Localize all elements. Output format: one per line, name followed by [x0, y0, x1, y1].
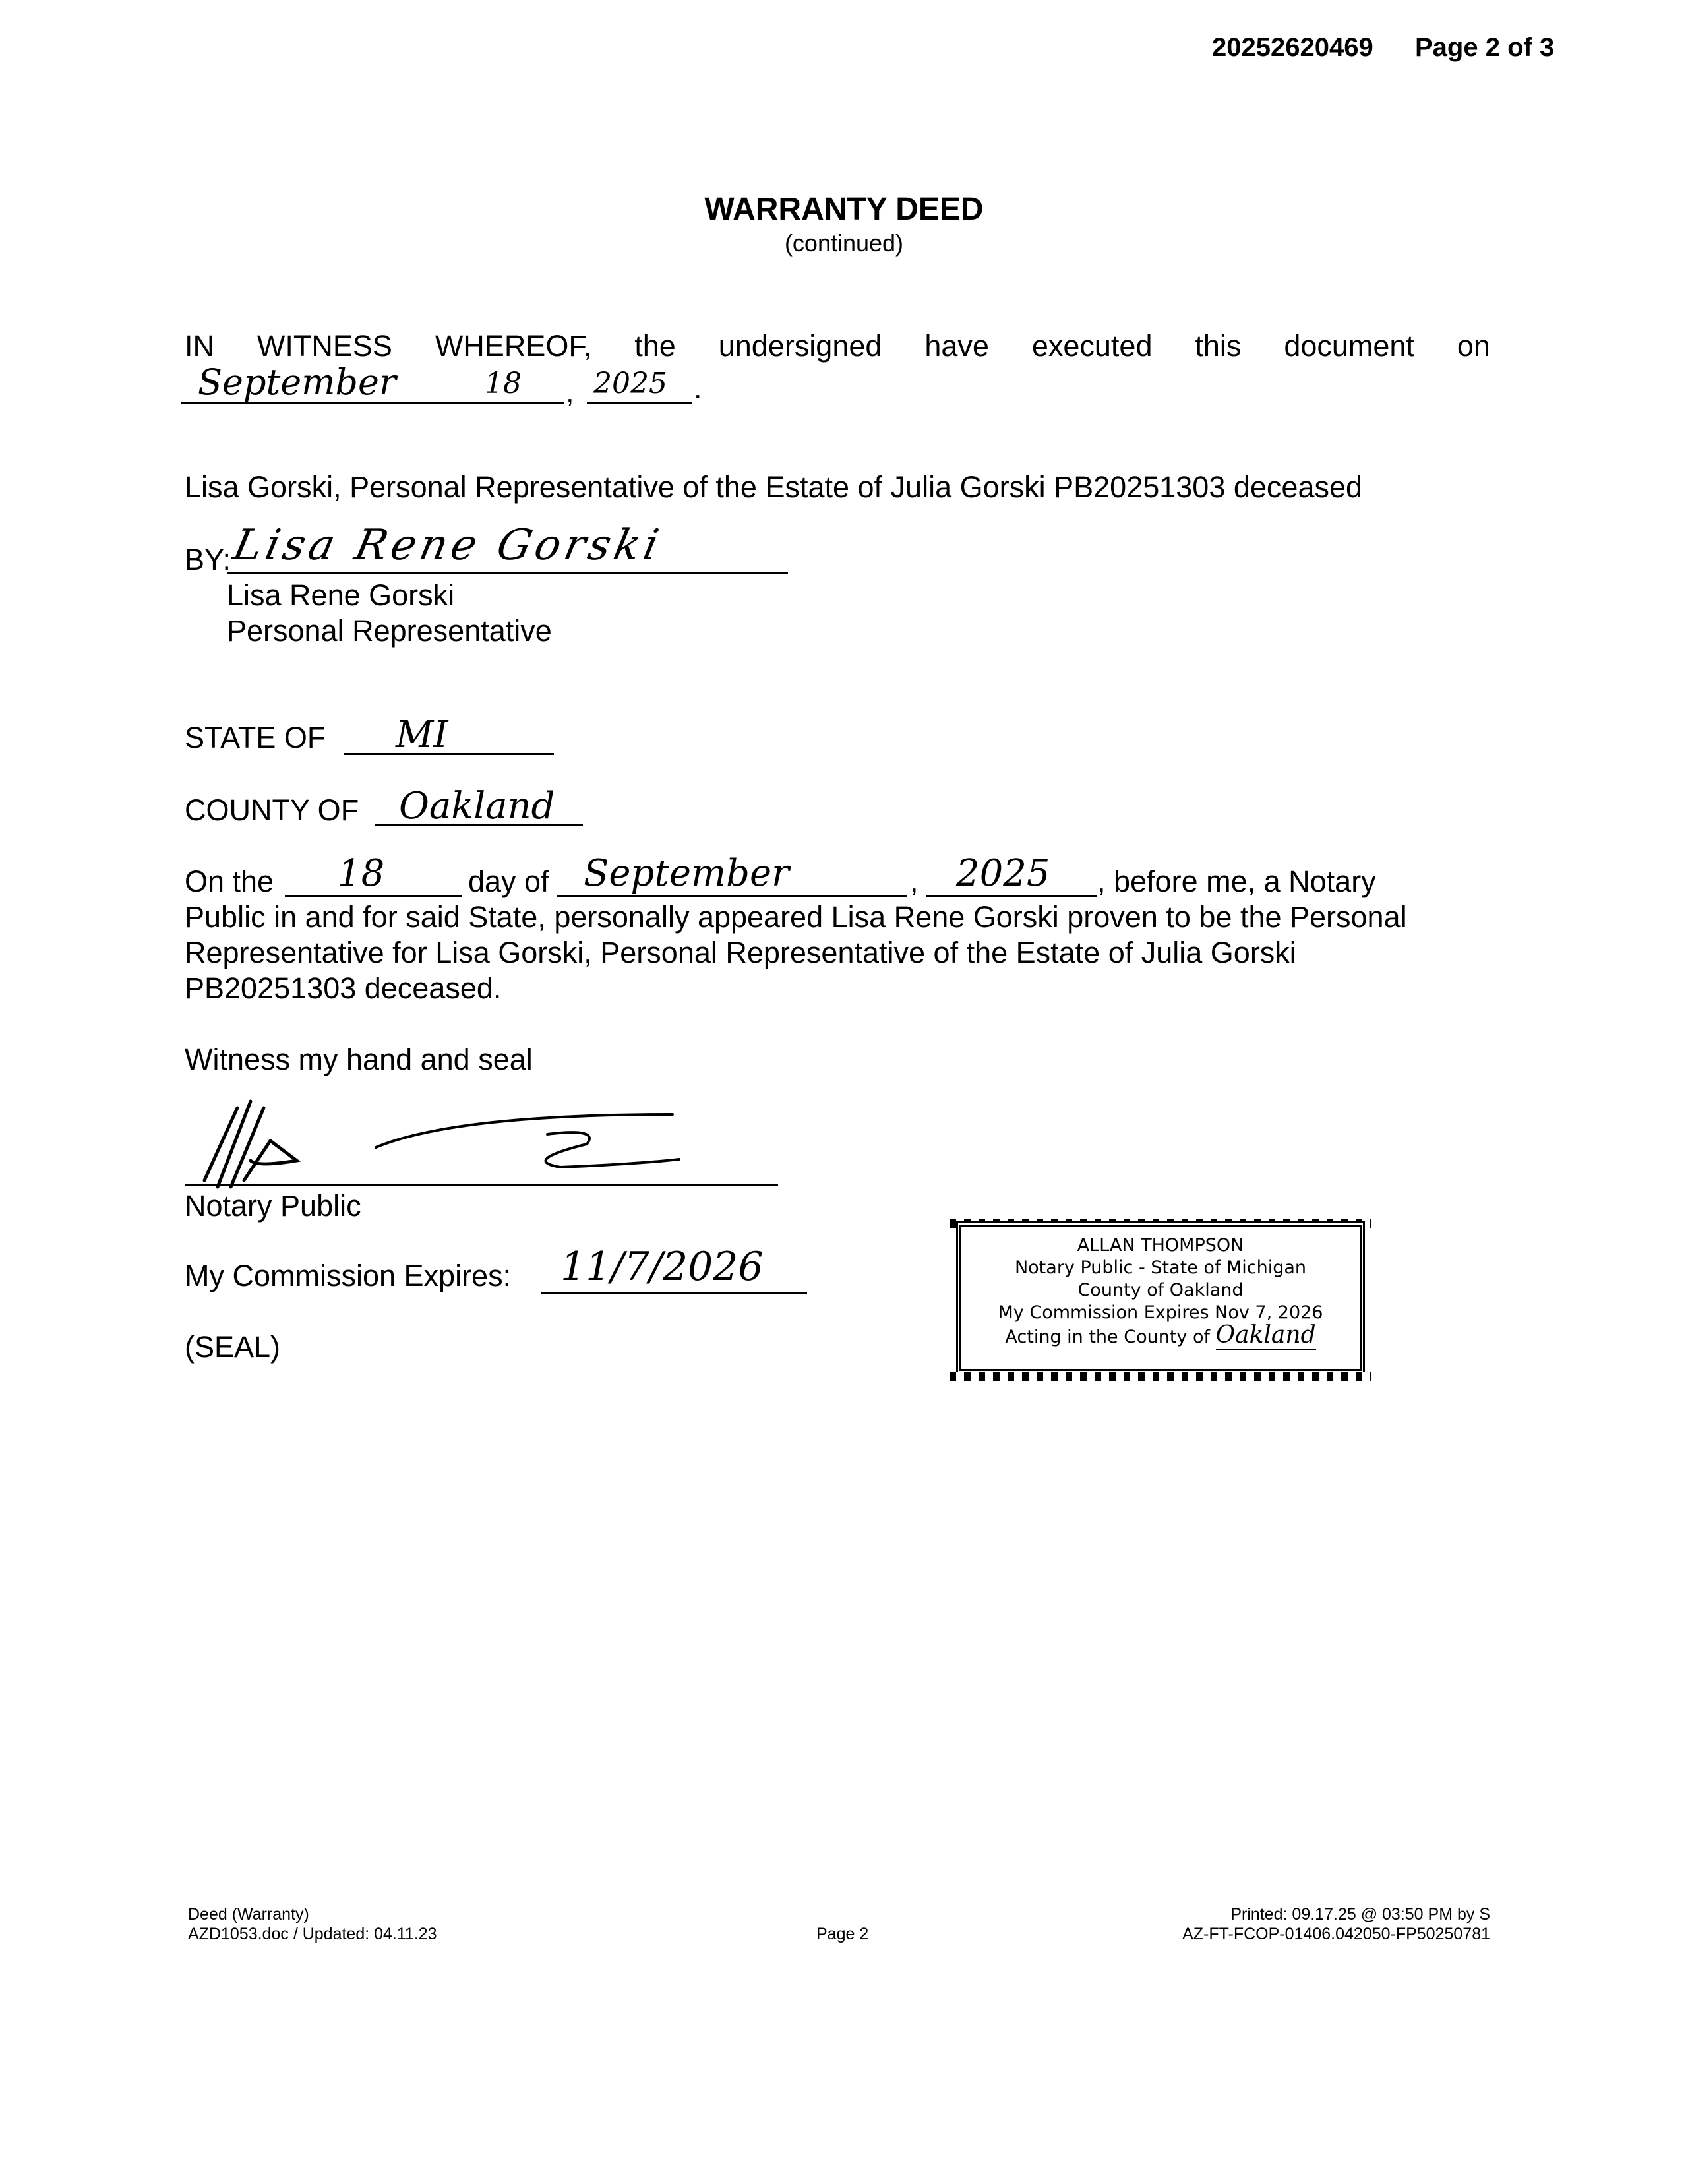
- execution-day-handwritten: 18: [485, 367, 522, 400]
- ack-year-handwritten: 2025: [956, 852, 1050, 895]
- stamp-line-3: County of Oakland: [1077, 1280, 1244, 1300]
- stamp-acting-county: Oakland: [1215, 1321, 1316, 1349]
- ack-before-me: , before me, a Notary: [1097, 864, 1376, 898]
- witness-word: WITNESS: [256, 329, 392, 363]
- witness-word: have: [924, 329, 989, 363]
- ack-month-handwritten: September: [584, 852, 789, 895]
- signer-printed-name: Lisa Rene Gorski: [227, 578, 455, 612]
- execution-day-line: [448, 402, 560, 404]
- ack-day-of: day of: [468, 864, 549, 898]
- witness-word: on: [1457, 329, 1490, 363]
- notary-stamp: [956, 1221, 1365, 1374]
- execution-month-handwritten: September: [198, 361, 396, 403]
- document-number: 20252620469: [1212, 33, 1373, 62]
- state-label: STATE OF: [185, 721, 326, 754]
- footer-order-number: AZ-FT-FCOP-01406.042050-FP50250781: [1182, 1925, 1490, 1943]
- witness-word: undersigned: [718, 329, 882, 363]
- document-title: WARRANTY DEED: [704, 192, 984, 227]
- ack-line-4: PB20251303 deceased.: [185, 971, 502, 1005]
- county-handwritten: Oakland: [399, 785, 555, 828]
- signature-line-signer: [227, 572, 788, 574]
- ack-month-line: [557, 895, 907, 897]
- county-label: COUNTY OF: [185, 793, 359, 827]
- footer-printed: Printed: 09.17.25 @ 03:50 PM by S: [1230, 1905, 1490, 1924]
- stamp-line-2: Notary Public - State of Michigan: [1014, 1258, 1307, 1278]
- by-label: BY:: [185, 543, 231, 576]
- stamp-line-5: [961, 1321, 1360, 1349]
- stamp-acting-prefix: Acting in the County of: [1005, 1327, 1211, 1347]
- ack-day-line: [285, 895, 462, 897]
- witness-statement: [185, 328, 1490, 364]
- witness-word: executed: [1031, 329, 1153, 363]
- ack-line-2: Public in and for said State, personally appeared Lisa Rene Gorski proven to be the Personal: [185, 900, 1407, 934]
- page-indicator: Page 2 of 3: [1415, 33, 1555, 62]
- notary-signature-line: [185, 1184, 778, 1186]
- document-subtitle: (continued): [784, 229, 904, 257]
- execution-year-line: [587, 402, 692, 404]
- ack-day-handwritten: 18: [338, 852, 385, 895]
- commission-line: [541, 1292, 807, 1294]
- signer-role: Personal Representative: [227, 614, 552, 648]
- execution-date-period: .: [694, 371, 702, 405]
- stamp-bottom-edge: [950, 1372, 1372, 1381]
- witness-word: document: [1284, 329, 1414, 363]
- witness-word: the: [634, 329, 676, 363]
- footer-page: Page 2: [816, 1925, 869, 1943]
- footer-doc-file: AZD1053.doc / Updated: 04.11.23: [188, 1925, 437, 1943]
- notary-public-label: Notary Public: [185, 1189, 361, 1223]
- commission-label: My Commission Expires:: [185, 1259, 512, 1292]
- state-line: [344, 753, 554, 755]
- execution-year-handwritten: 2025: [593, 367, 667, 400]
- witness-word: IN: [185, 329, 214, 363]
- ack-line-3: Representative for Lisa Gorski, Personal Representative of the Estate of Julia Gorski: [185, 936, 1296, 969]
- stamp-line-4: My Commission Expires Nov 7, 2026: [998, 1302, 1323, 1323]
- state-handwritten: MI: [396, 713, 448, 756]
- seal-label: (SEAL): [185, 1330, 281, 1364]
- signer-title-line: Lisa Gorski, Personal Representative of the Estate of Julia Gorski PB20251303 deceased: [185, 470, 1363, 504]
- commission-date-handwritten: 11/7/2026: [560, 1244, 764, 1290]
- stamp-line-1: ALLAN THOMPSON: [1077, 1235, 1244, 1256]
- ack-year-line: [926, 895, 1097, 897]
- ack-on-the: On the: [185, 864, 274, 898]
- ack-comma: ,: [910, 864, 919, 898]
- notary-witness-line: Witness my hand and seal: [185, 1043, 533, 1076]
- witness-word: this: [1195, 329, 1242, 363]
- execution-date-comma: ,: [566, 375, 574, 409]
- footer-doc-type: Deed (Warranty): [188, 1905, 309, 1924]
- witness-word: WHEREOF,: [435, 329, 592, 363]
- signer-signature: Lisa Rene Gorski: [229, 521, 667, 570]
